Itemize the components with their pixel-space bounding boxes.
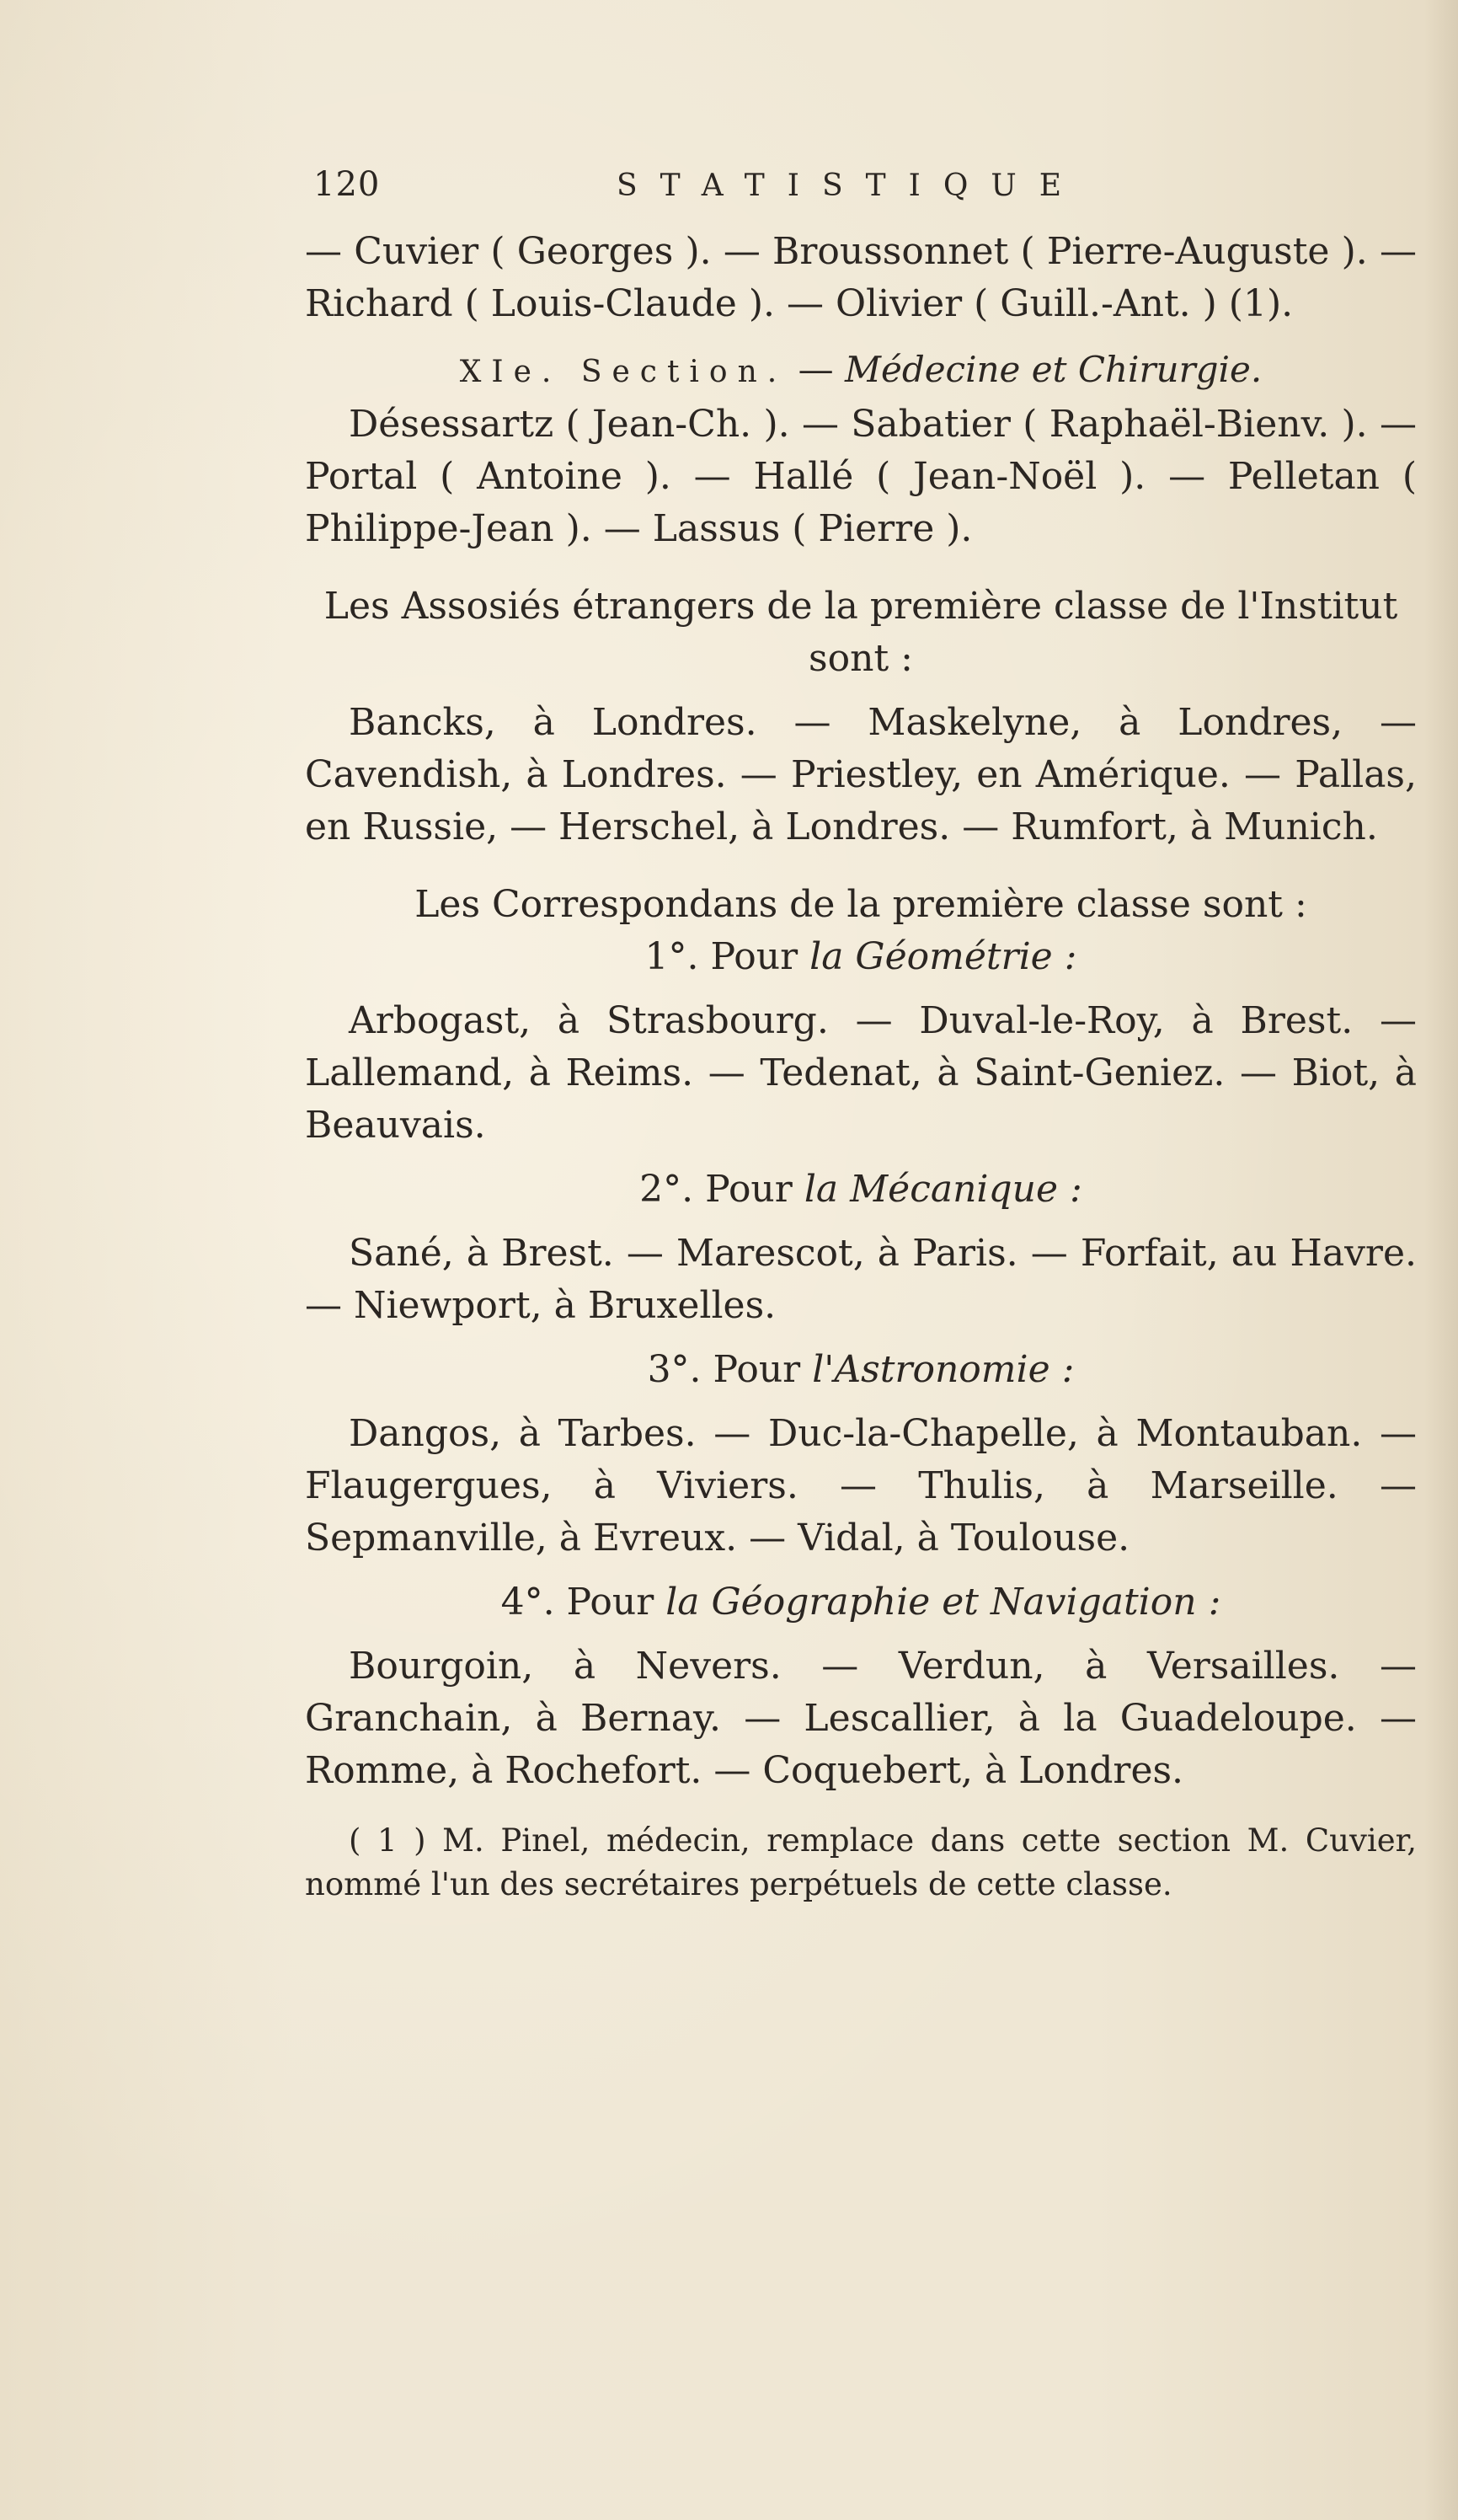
section-label: XIe. Section.: [459, 355, 788, 389]
footnote: ( 1 ) M. Pinel, médecin, remplace dans cette section M. Cuvier, nommé l'un des secrétaires perpétuels de cette classe.: [305, 1822, 1417, 1902]
running-head: [313, 165, 1425, 216]
subheading-mecanique: [305, 1164, 1417, 1216]
subheading-astronomie: [305, 1344, 1417, 1396]
section-dash: —: [798, 349, 834, 390]
running-title: STATISTIQUE: [617, 169, 1084, 203]
subheading-title: l'Astronomie :: [812, 1348, 1075, 1391]
paragraph-continuation: — Cuvier ( Georges ). — Broussonnet ( Pierre-Auguste ). —Richard ( Louis-Claude ). — Olivier ( Guill.-Ant. ) (1).: [305, 230, 1417, 325]
subheading-geometrie: [305, 931, 1417, 983]
subheading-title: la Mécanique :: [804, 1168, 1082, 1211]
paragraph-astronomie: Dangos, à Tarbes. — Duc-la-Chapelle, à Montauban. — Flaugergues, à Viviers. — Thulis, à Marseille. — Sepmanville, à Evreux. — Vidal, à Toulouse.: [305, 1412, 1417, 1560]
main-text: [305, 226, 1417, 1938]
subheading-title: la Géométrie :: [809, 935, 1077, 978]
subheading-prefix: 1°. Pour: [644, 935, 798, 978]
paragraph-section-11: Désessartz ( Jean-Ch. ). — Sabatier ( Raphaël-Bienv. ). — Portal ( Antoine ). — Hallé ( Jean-Noël ). — Pelletan ( Philippe-Jean ). — Lassus ( Pierre ).: [305, 403, 1417, 550]
subheading-prefix: 4°. Pour: [500, 1581, 654, 1624]
paragraph-geometrie: Arbogast, à Strasbourg. — Duval-le-Roy, à Brest. — Lallemand, à Reims. — Tedenat, à Saint-Geniez. — Biot, à Beauvais.: [305, 999, 1417, 1147]
subheading-geographie: [305, 1576, 1417, 1629]
subheading-title: la Géographie et Navigation :: [665, 1581, 1221, 1624]
associates-heading: Les Assosiés étrangers de la première classe de l'Institut sont :: [323, 585, 1398, 680]
paragraph-associates: Bancks, à Londres. — Maskelyne, à Londres, — Cavendish, à Londres. — Priestley, en Amérique. — Pallas, en Russie, — Herschel, à Londres. — Rumfort, à Munich.: [305, 701, 1417, 848]
paragraph-geographie: Bourgoin, à Nevers. — Verdun, à Versailles. — Granchain, à Bernay. — Lescallier, à la Guadeloupe. — Romme, à Rochefort. — Coquebert, à Londres.: [305, 1645, 1417, 1792]
page-number: 120: [313, 165, 381, 204]
paragraph-mecanique: Sané, à Brest. — Marescot, à Paris. — Forfait, au Havre. — Niewport, à Bruxelles.: [305, 1232, 1417, 1327]
subheading-prefix: 2°. Pour: [639, 1168, 793, 1211]
section-title: Médecine et Chirurgie.: [844, 349, 1263, 390]
section-heading-11: [305, 344, 1417, 399]
correspondents-heading: Les Correspondans de la première classe sont :: [414, 883, 1307, 926]
subheading-prefix: 3°. Pour: [647, 1348, 801, 1391]
